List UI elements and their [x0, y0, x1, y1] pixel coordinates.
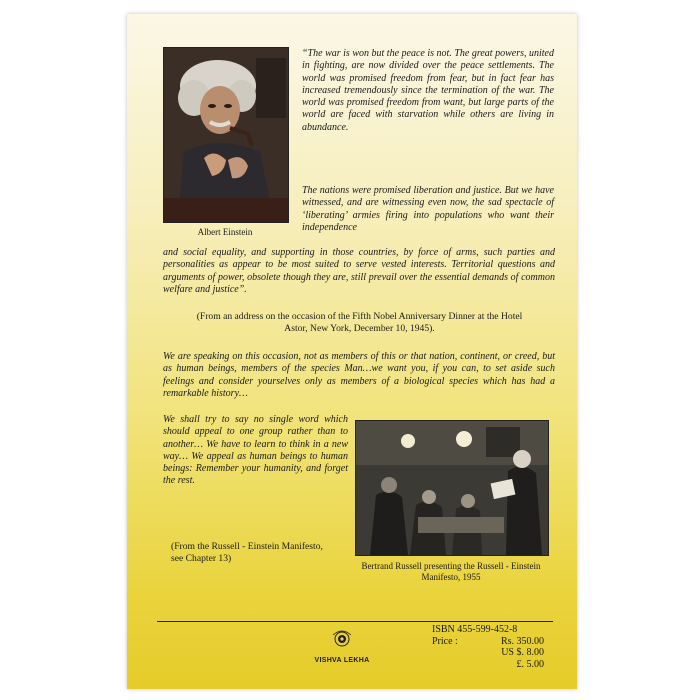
- manifesto-paragraph-humanity: We shall try to say no single word which should appeal to one group rather than to another… We have to learn to think in a new way… We appeal as human beings to human beings: Remember your humanity, and forget the rest.: [163, 414, 348, 487]
- einstein-caption: Albert Einstein: [197, 227, 253, 237]
- price-rupees: Rs. 350.00: [500, 635, 544, 647]
- einstein-photo: [163, 47, 289, 223]
- price-usd: US $. 8.00: [501, 647, 544, 658]
- price-row: [432, 636, 562, 671]
- einstein-photo-illustration: [164, 48, 288, 222]
- quote-source-manifesto: (From the Russell - Einstein Manifesto, see Chapter 13): [171, 541, 323, 564]
- manifesto-paragraph-species: We are speaking on this occasion, not as members of this or that nation, continent, or creed, but as human beings, members of the species Man…we want you, if you can, to set aside such feelings and consider yourselves only as members of a biological species which has had a remarkable history…: [163, 351, 555, 399]
- price-gbp: £. 5.00: [516, 658, 544, 670]
- einstein-quote-part2b: and social equality, and supporting in those countries, by force of arms, such parties and personalities as appear to be most suited to serve vested interests. Territorial questions and arguments of power, obsolete though they are, still prevail over the essential demands of common welfare and justice”.: [163, 247, 555, 295]
- price-label: Price :: [432, 635, 458, 647]
- book-back-cover: [127, 14, 577, 689]
- isbn-price-block: [432, 624, 562, 670]
- quote-source-nobel-dinner: (From an address on the occasion of the Fifth Nobel Anniversary Dinner at the Hotel Astor, New York, December 10, 1945).: [196, 311, 523, 334]
- einstein-quote-part1: “The war is won but the peace is not. The great powers, united in fighting, are now divided over the peace settlements. The world was promised freedom from fear, but in fact fear has increased tremendously since the termination of the war. The world was promised freedom from want, but large parts of the world are faced with starvation while others are living in abundance.: [302, 48, 554, 133]
- price-values: [474, 636, 544, 671]
- publisher-logo: [302, 630, 382, 664]
- publisher-emblem-icon: [302, 630, 382, 656]
- russell-photo-illustration: [356, 421, 548, 555]
- footer-divider: [157, 621, 553, 622]
- russell-photo: [355, 420, 549, 556]
- publisher-name: VISHVA LEKHA: [314, 657, 370, 664]
- isbn-number: ISBN 455-599-452-8: [432, 624, 518, 635]
- einstein-quote-part2a: The nations were promised liberation and justice. But we have witnessed, and are witnessing even now, the sad spectacle of ‘liberating’ armies firing into populations who want their independence: [302, 185, 554, 233]
- russell-caption: Bertrand Russell presenting the Russell - Einstein Manifesto, 1955: [361, 561, 541, 582]
